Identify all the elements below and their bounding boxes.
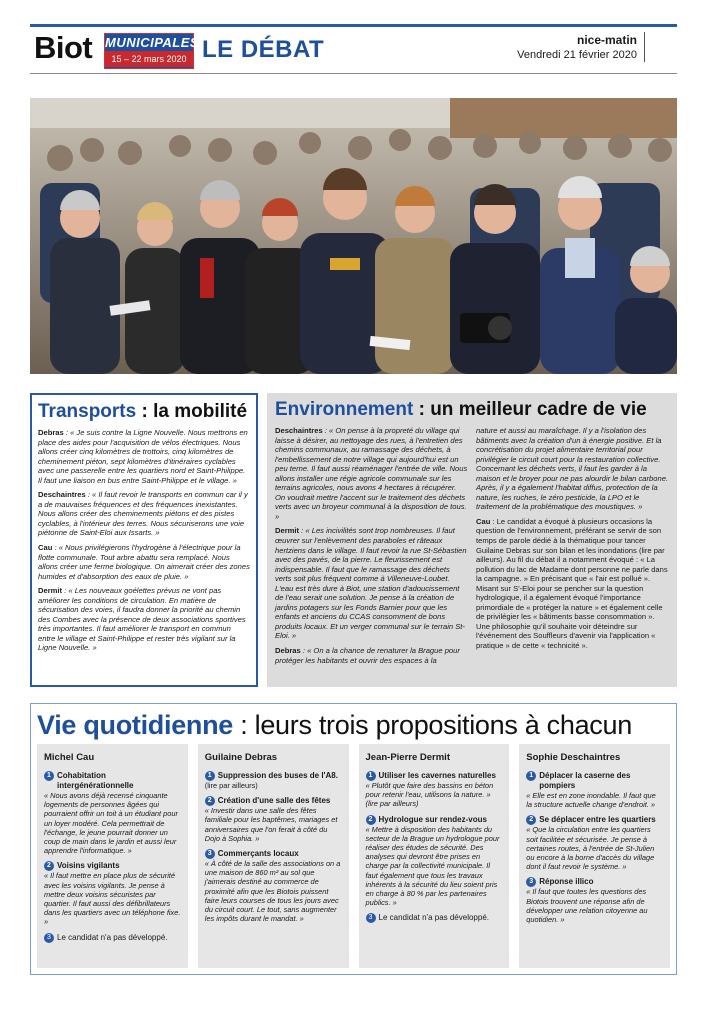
number-badge-icon: 3: [205, 849, 215, 859]
speaker-name: Cau: [476, 516, 491, 526]
speaker-quote: : « Je suis contre la Ligne Nouvelle. Nous mettrons en place des aides pour l'acquisition de vélos électriques. Nous allons créer cinq kilomètres de trottoirs, cinq kilomètres de cheminement piéton, sept kilomètres d'itinéraires cyclables avec une passerelle entre les quartiers nord et Saint-Philippe. Il faut une liaison en bus entre Saint-Philippe et le village. »: [38, 428, 248, 485]
proposal: [366, 771, 503, 809]
badge-title: MUNICIPALES: [105, 35, 200, 50]
number-badge-icon: 3: [366, 913, 376, 923]
transports-title-main: Transports: [38, 401, 137, 422]
proposal-text: « Elle est en zone inondable. Il faut que la structure actuelle change d'endroit. »: [526, 791, 656, 810]
proposal-title: Suppression des buses de l'A8.: [217, 771, 338, 780]
speaker-quote: : « On pense à la propreté du village qui laisse à désirer, au nettoyage des rues, à l'entretien des chemins communaux, au ramassage des déchets, à l'embellissement de notre village qui aujourd'hui est un peu terne. Il faut aussi réaménager l'entrée de ville. Nous allons installer une régie agricole communale sur les terrains agricoles, nous avons 4 hectares à récupérer. On voudrait mettre l'accent sur le traitement des déchets verts avec un broyeur communal à la disposition de tous. »: [275, 426, 468, 521]
proposal-title: Réponse illico: [539, 877, 594, 887]
vie-quotidienne-title: [37, 708, 632, 742]
candidate-card-cau: [37, 744, 188, 968]
proposal: [366, 815, 503, 908]
speaker-quote: nature et aussi au maraîchage. Il y a l'isolation des bâtiments avec la création d'un à énergie positive. Et la concrétisation du projet alimentaire territorial pour privilégier le circuit court pour la restauration collective. Concernant les déchets verts, il faut les garder à la maison et le broyer pour ne pas alourdir le bilan carbone. Après, il y a également l'habitat diffus, protection de la nature, les ruches, le zéro pesticide, la LPO et le traitement de la problématique des moustiques. »: [476, 426, 669, 512]
speaker-name: Deschaintres: [275, 426, 323, 435]
speaker-quote: : « Il faut revoir le transports en commun car il y a de mauvaises fréquences et des fréquences inexistantes. Nous allons créer des cheminements piétons et des pistes cyclables, à l'intérieur des terres. Nous sécuriserons une voie piétonne de Saint-Eloi aux Issarts. »: [38, 490, 248, 538]
number-badge-icon: 2: [526, 815, 536, 825]
vie-title-sub: : leurs trois propositions à chacun: [233, 710, 632, 740]
badge-dates: 15 – 22 mars 2020: [105, 51, 193, 67]
number-badge-icon: 2: [366, 815, 376, 825]
speaker-name: Deschaintres: [38, 490, 86, 500]
environnement-columns: [275, 426, 669, 670]
proposal-title: Création d'une salle des fêtes: [217, 796, 331, 806]
env-para-cau: [476, 517, 669, 651]
environnement-title-sub: : un meilleur cadre de vie: [413, 399, 647, 420]
proposal: [205, 771, 342, 790]
env-para-deschaintres: [275, 426, 468, 521]
header-bottom-rule: [30, 73, 677, 74]
speaker-quote: : « Les incivilités sont trop nombreuses. Il faut œuvrer sur l'enlèvement des paraboles et râteaux hertziens dans le village. Il faut revoir la rue St-Sébastien avec des pavés, de la pierre. Le fleurissement est indispensable. Il faut que le ramassage des déchets verts soit plus fréquent comme à Villeneuve-Loubet. L'eau est très dure à Biot, une station d'adoucissement de l'eau serait une solution. Je pense à la création de jardins potagers sur les Fonds Barnier pour que les enfants et anciens du CCAS consomment de bons produits locaux. Et un verger communal sur le terrain St-Eloi. »: [275, 526, 467, 641]
candidate-name: Sophie Deschaintres: [526, 752, 621, 763]
env-para-debras: [275, 646, 468, 665]
environnement-box: [267, 393, 677, 687]
number-badge-icon: 2: [205, 796, 215, 806]
env-para-debras-cont: [476, 426, 669, 512]
candidate-cards: [37, 744, 670, 968]
transports-title-sub: : la mobilité: [136, 401, 248, 422]
number-badge-icon: 1: [205, 771, 215, 781]
candidate-name: Michel Cau: [44, 752, 95, 763]
vie-quotidienne-box: [30, 703, 677, 975]
speaker-quote: : « Les nouveaux goélettes prévus ne vont pas améliorer les conditions de circulation. En matière de sécurisation des voies, il faudra donner la priorité au chemin des Combes avec la présence de deux associations sportives très importantes. Il faut améliorer le transport en commun entre le village et Saint-Philippe et rester très vigilant sur la Ligne Nouvelle. »: [38, 586, 246, 653]
proposal: [526, 815, 663, 871]
proposal-text: « À côté de la salle des associations on a une maison de 860 m² au sol que j'aimerais destiné au commerce de proximité afin que les Biotois puissent faire leurs courses de tous les jours avec du circuit court. Le tout, sans augmenter les impôts durant le mandat. »: [204, 859, 341, 924]
transports-para-deschaintres: [38, 490, 250, 538]
proposal-text: (lire par ailleurs): [204, 781, 258, 790]
number-badge-icon: 2: [44, 861, 54, 871]
environnement-title: [275, 399, 669, 421]
transports-para-dermit: [38, 586, 250, 653]
proposal-title: Commerçants locaux: [217, 849, 299, 859]
newspaper-name: nice-matin: [576, 33, 637, 47]
speaker-quote: : « Nous privilégierons l'hydrogène à l'électrique pour la flotte communale. Tout arbre abattu sera remplacé. Nous allons créer une ferme biologique. On aimerait créer des zones humides et d'absorption des eaux de pluie. »: [38, 543, 250, 581]
speaker-name: Dermit: [38, 586, 63, 596]
city-name: Biot: [34, 30, 93, 65]
section-title: LE DÉBAT: [202, 36, 325, 63]
env-para-dermit: [275, 526, 468, 641]
proposal-text: « Plutôt que faire des bassins en béton pour retenir l'eau, utilisons la nature. » (lire par ailleurs): [365, 781, 494, 809]
environnement-column-1: [275, 426, 468, 670]
proposal-text: « Mettre à disposition des habitants du secteur de la Brague un hydrologue pour réaliser des études de sécurité. Des analyses qui devront être prises en charge par la collectivité municipale. Il faut également que tous les travaux inhérents à la sécurité du lieu soient pris en charge à 80 % par les partenaires publics. »: [365, 824, 500, 908]
transports-title: [38, 401, 250, 423]
speaker-name: Dermit: [275, 526, 300, 536]
header-divider: [644, 32, 645, 62]
proposal-text: « Nous avons déjà recensé cinquante logements de personnes âgées qui pourraient offrir un toit à un étudiant pour un loyer modéré. Cela permettrait de l'échange, le jeune pourrait donner un coup de main dans le jardin et aussi leur apprendre l'informatique. »: [44, 791, 178, 856]
proposal-text: Le candidat n'a pas développé.: [378, 913, 490, 923]
transports-para-debras: [38, 428, 250, 485]
candidate-card-dermit: [359, 744, 510, 968]
speaker-name: Debras: [38, 428, 64, 437]
proposal-text: « Il faut mettre en place plus de sécurité avec les voisins vigilants. Je pense à mettre deux voisins sécuristes par quartier. Il faut aussi des défibrillateurs dans les quartiers avec un téléphone fixe. »: [44, 871, 181, 927]
candidate-name: Jean-Pierre Dermit: [365, 752, 450, 763]
proposal-text: « Que la circulation entre les quartiers soit facilitée et sécurisée. Je pense à certaines routes, à l'entrée de St-Julien ou encore à la borne d'accès du village dont il faut revoir le système. »: [526, 825, 655, 872]
municipales-badge: [104, 33, 200, 69]
proposal: [205, 849, 342, 923]
environnement-title-main: Environnement: [275, 399, 414, 420]
proposal-title: Cohabitation intergénérationnelle: [57, 771, 134, 790]
environnement-column-2: [476, 426, 669, 670]
number-badge-icon: 1: [526, 771, 536, 781]
audience-photo-illustration: [30, 98, 677, 374]
speaker-name: Cau: [38, 543, 53, 553]
speaker-quote: : « On a la chance de renaturer la Brague pour protéger les habitants et ouvrir des espaces à la: [275, 646, 460, 665]
vie-title-main: Vie quotidienne: [37, 710, 234, 740]
candidate-card-deschaintres: [519, 744, 670, 968]
proposal-text: Le candidat n'a pas développé.: [57, 932, 168, 942]
header-top-rule: [30, 24, 677, 27]
proposal: [526, 877, 663, 924]
proposal: [44, 861, 181, 926]
transports-para-cau: [38, 543, 250, 581]
proposal: [205, 796, 342, 843]
proposal: [526, 771, 663, 809]
proposal-title: Déplacer la caserne des pompiers: [539, 771, 631, 790]
proposal: [366, 913, 503, 923]
transports-box: [30, 393, 258, 687]
proposal-title: Hydrologue sur rendez-vous: [378, 814, 487, 824]
proposal: [44, 771, 181, 855]
candidate-name: Guilaine Debras: [204, 752, 278, 763]
candidate-card-debras: [198, 744, 349, 968]
proposal-title: Voisins vigilants: [57, 861, 120, 871]
number-badge-icon: 3: [44, 933, 54, 943]
proposal: [44, 933, 181, 943]
number-badge-icon: 1: [366, 771, 376, 781]
audience-photo: [30, 98, 677, 374]
proposal-text: « Investir dans une salle des fêtes familiale pour les baptêmes, mariages et anniversaires que l'on ferait à côté du Dojo à Sophia. »: [204, 806, 338, 843]
speaker-name: Debras: [275, 646, 301, 656]
proposal-title: Utiliser les cavernes naturelles: [378, 771, 496, 780]
number-badge-icon: 1: [44, 771, 54, 781]
speaker-summary: : Le candidat a évoqué à plusieurs occasions la question de l'environnement, préférant se servir de son temps de parole dédié à la thématique pour tancer Guilaine Debras sur son bilan et les inondations (lire par ailleurs). Au fil du débat il a notamment évoqué : « La pollution du lac de Madame dont personne ne parle dans la campagne. » En précisant que « l'air est pollué ». Misant sur S'-Eloi pour se pencher sur la question hydrologique, il a également évoqué l'importance primordiale de « protéger la nature » et également celle de privilégier les « bâtiments basse consommation ». Une philosophie qu'il souhaite voir déteindre sur l'événement des Souffleurs d'avenir via l'application « pratique » de cette « technicité ».: [476, 516, 668, 651]
publication-date: Vendredi 21 février 2020: [517, 49, 637, 61]
proposal-text: « Il faut que toutes les questions des Biotois trouvent une réponse afin de développer une relation citoyenne au quotidien. »: [526, 887, 648, 925]
proposal-title: Se déplacer entre les quartiers: [539, 815, 656, 825]
number-badge-icon: 3: [526, 877, 536, 887]
page-header: [30, 30, 677, 74]
